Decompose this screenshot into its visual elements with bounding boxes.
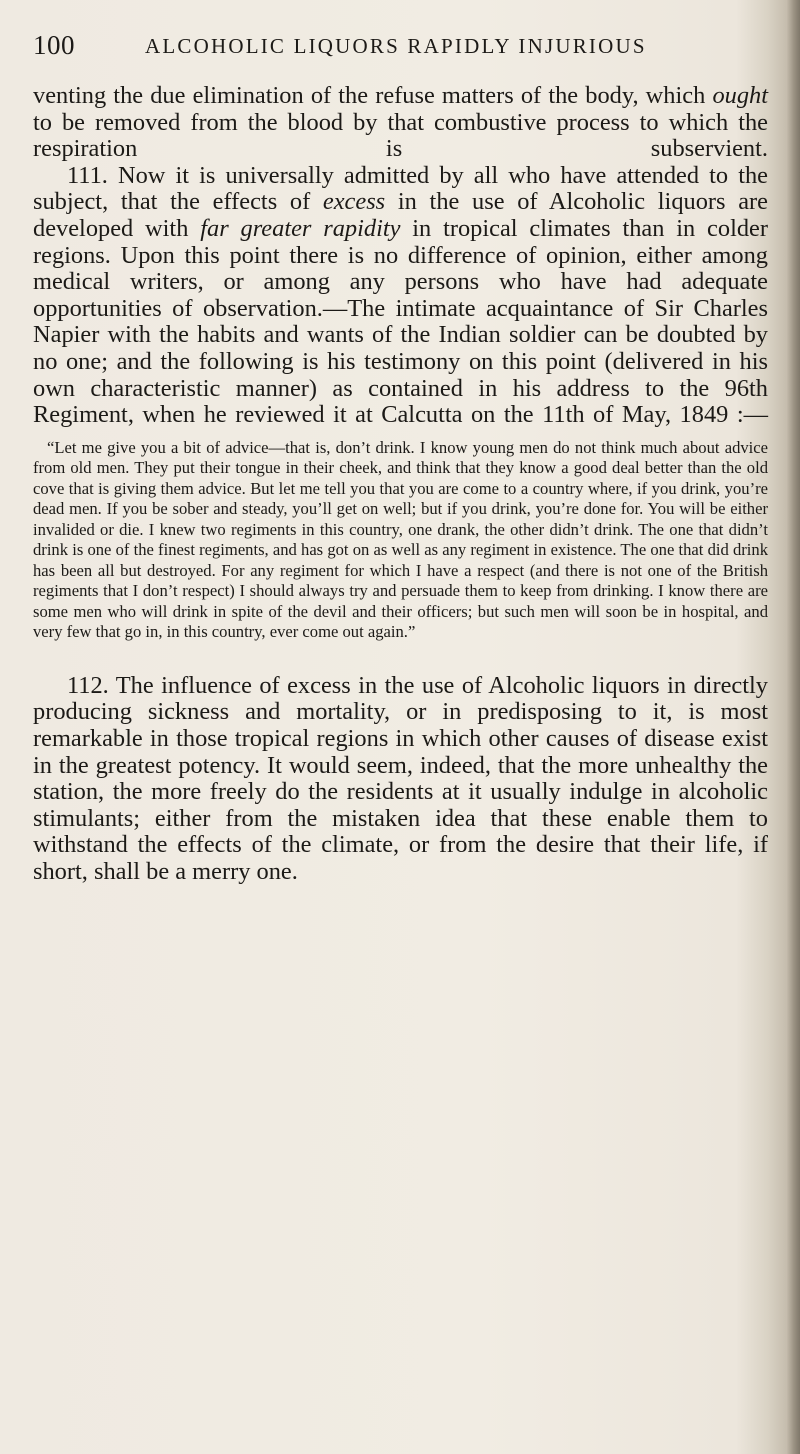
paragraph-text: Now it is universally admitted by all who have attended to the subject, that the effects of <box>33 161 768 216</box>
emphasis-text: far greater rapidity <box>200 214 401 242</box>
page-edge-shadow <box>786 0 800 1454</box>
emphasis-text: excess <box>322 188 386 216</box>
paragraph-111 <box>33 163 768 429</box>
emphasis-text: ought <box>712 82 768 109</box>
paragraph-number: 112. <box>67 671 109 699</box>
napier-quotation: “Let me give you a bit of advice—that is, don’t drink. I know young men do not think much about advice from old men. They put their tongue in their cheek, and think that they know a good deal better than the old cove that is giving them advice. But let me tell you that you are come to a country where, if you drink, you’re dead men. If you be sober and steady, you’ll get on well; but if you drink, you’re done for. You will be either invalided or die. I knew two regiments in this country, one drank, the other didn’t drink. The one that didn’t drink is one of the finest regiments, and has got on as well as any regiment in existence. The one that did drink has been all but destroyed. For any regiment for which I have a respect (and there is not one of the British regiments that I don’t respect) I should always try and persuade them to keep from drinking. I know there are some men who will drink in spite of the devil and their officers; but such men will soon be in hospital, and very few that go in, in this country, ever come out again.” <box>33 437 768 642</box>
paragraph-number: 111. <box>67 161 108 189</box>
paragraph-text: in tropical climates than in colder regions. Upon this point there is no difference of opinion, either among medical writers, or among any persons who have had adequate opportunities of observation.—The intimate acquaintance of Sir Charles Napier with the habits and wants of the Indian soldier can be doubted by no one; and the following is his testimony on this point (delivered in his own characteristic manner) as contained in his address to the 96th Regiment, when he reviewed it at Calcutta on the 11th of May, 1849 :— <box>33 214 768 429</box>
paragraph-text: in the use of Alcoholic liquors are developed with <box>33 188 768 242</box>
page-header <box>33 30 753 66</box>
paragraph-text: venting the due elimination of the refuse matters of the body, which <box>33 82 713 109</box>
paragraph-112 <box>33 673 768 886</box>
page-number: 100 <box>33 30 75 60</box>
paragraph-text: to be removed from the blood by that combustive process to which the respiration is subservient. <box>33 108 768 163</box>
running-head: ALCOHOLIC LIQUORS RAPIDLY INJURIOUS <box>145 34 647 58</box>
paragraph-continuation <box>33 83 768 163</box>
page-body <box>33 83 768 885</box>
paragraph-text: The influence of excess in the use of Alcoholic liquors in directly producing sickness and mortality, or in predisposing to it, is most remarkable in those tropical regions in which other causes of disease exist in the greatest potency. It would seem, indeed, that the more unhealthy the station, the more freely do the residents at it usually indulge in alcoholic stimulants; either from the mistaken idea that these enable them to withstand the effects of the climate, or from the desire that their life, if short, shall be a merry one. <box>33 671 768 885</box>
